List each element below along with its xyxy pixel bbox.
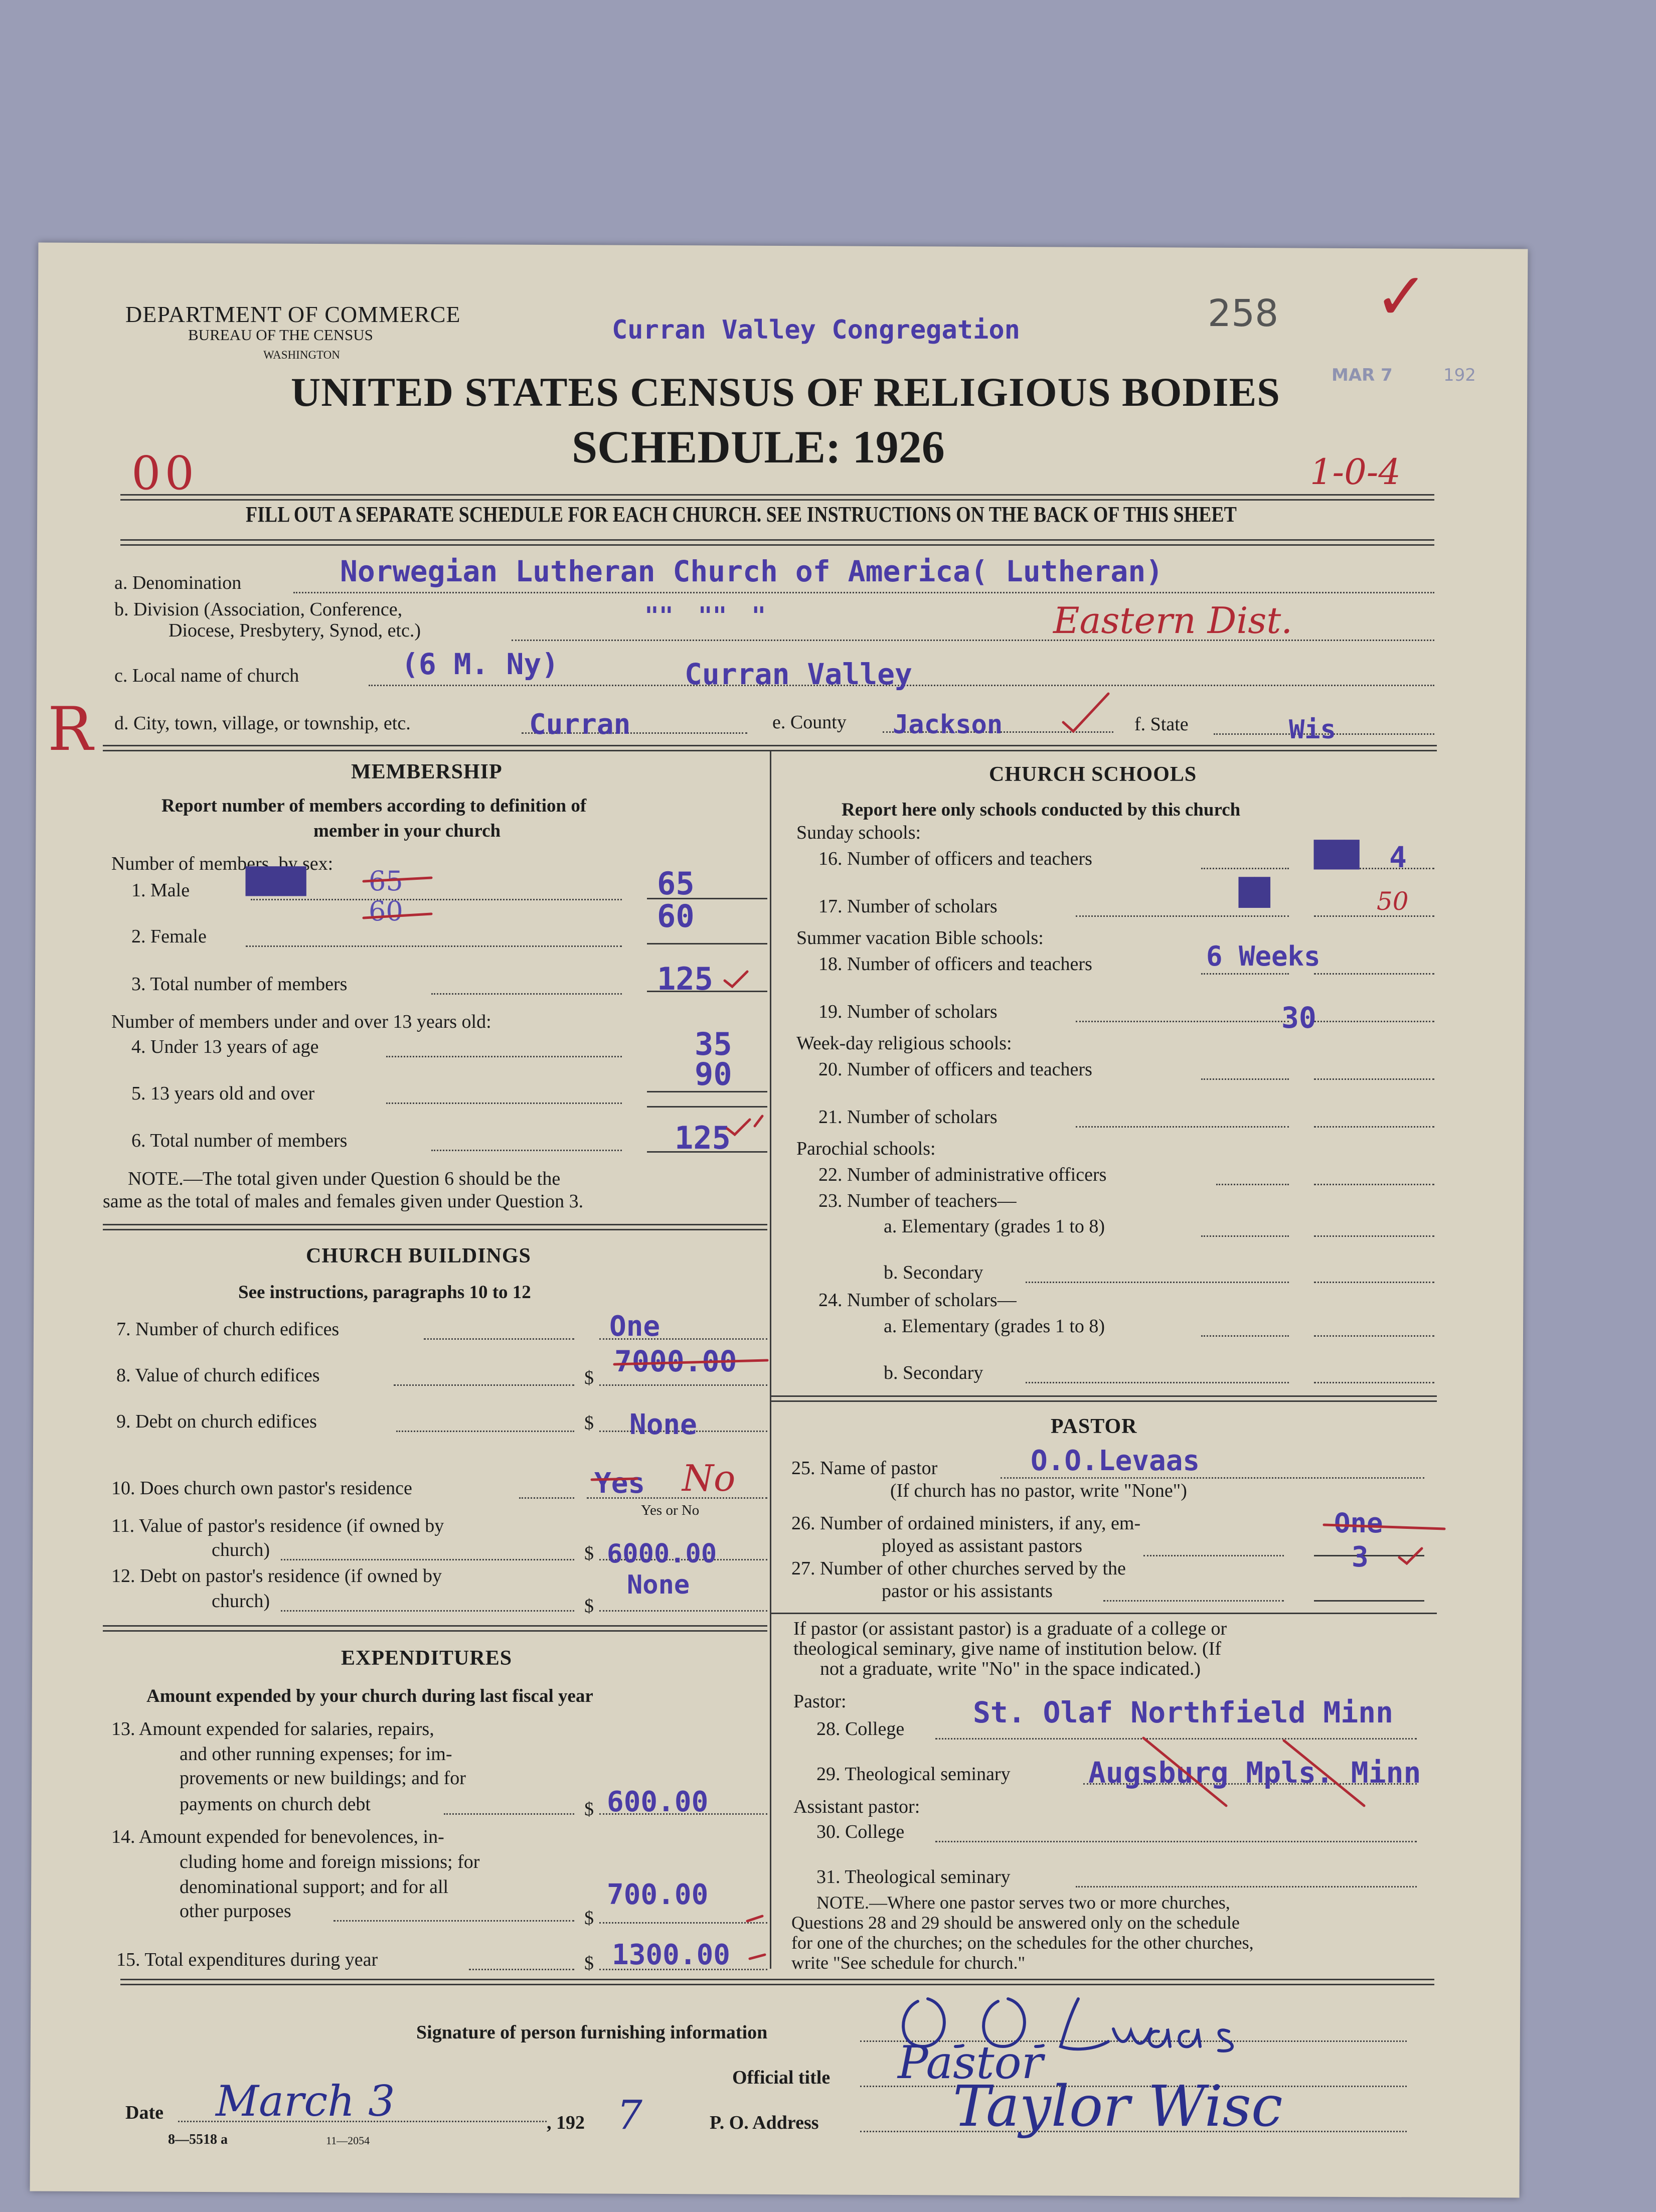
q17-label: 17. Number of scholars: [818, 896, 998, 917]
local-name-note: (6 M. Ny): [401, 647, 559, 681]
q26-label-2: ployed as assistant pastors: [882, 1535, 1083, 1556]
q10-value: Yes: [594, 1467, 645, 1500]
form-number: 8—5518 a: [168, 2132, 228, 2147]
bureau-heading: BUREAU OF THE CENSUS: [188, 326, 373, 344]
form-title: UNITED STATES CENSUS OF RELIGIOUS BODIES: [291, 369, 1280, 415]
q7-label: 7. Number of church edifices: [116, 1319, 340, 1340]
q2-label: 2. Female: [131, 926, 207, 947]
code-mark-r: R: [48, 695, 93, 764]
q11-value: 6000.00: [607, 1539, 717, 1569]
q20-label: 20. Number of officers and teachers: [818, 1059, 1092, 1080]
q14-line-4: other purposes: [180, 1901, 291, 1922]
q4-value: 35: [695, 1026, 732, 1062]
q31-label: 31. Theological seminary: [816, 1866, 1011, 1887]
expenditures-title: EXPENDITURES: [341, 1647, 513, 1670]
received-date-stamp: MAR 7: [1332, 365, 1393, 385]
q13-line-4: payments on church debt: [180, 1794, 371, 1815]
sunday-schools-label: Sunday schools:: [796, 822, 921, 843]
q23b-label: b. Secondary: [884, 1262, 983, 1283]
q22-label: 22. Number of administrative officers: [818, 1164, 1107, 1185]
q14-line-3: denominational support; and for all: [180, 1876, 449, 1898]
q23-label: 23. Number of teachers—: [818, 1190, 1017, 1211]
local-name-value: Curran Valley: [685, 657, 912, 691]
q16-struck-stamp: ███: [1314, 840, 1360, 869]
q24-label: 24. Number of scholars—: [818, 1290, 1017, 1311]
q17-struck-stamp: ██: [1239, 878, 1270, 908]
q19-label: 19. Number of scholars: [818, 1001, 998, 1022]
q8-dollar: $: [584, 1367, 594, 1388]
local-name-label: c. Local name of church: [114, 665, 299, 686]
q13-line-2: and other running expenses; for im-: [180, 1744, 452, 1765]
q13-value: 600.00: [607, 1786, 709, 1818]
q24b-label: b. Secondary: [884, 1362, 983, 1383]
schools-subtitle: Report here only schools conducted by this church: [842, 800, 1241, 820]
q15-value: 1300.00: [612, 1939, 731, 1971]
q11-label-2: church): [212, 1539, 270, 1560]
q11-label-1: 11. Value of pastor's residence (if owned by: [111, 1515, 444, 1536]
q26-label-1: 26. Number of ordained ministers, if any, em-: [791, 1513, 1141, 1534]
q18-label: 18. Number of officers and teachers: [818, 954, 1092, 975]
q9-label: 9. Debt on church edifices: [116, 1411, 317, 1432]
membership-note-2: same as the total of males and females given under Question 3.: [103, 1191, 584, 1212]
membership-subtitle-1: Report number of members according to definition of: [161, 796, 587, 816]
q10-handwritten: No: [682, 1457, 736, 1499]
po-address-label: P. O. Address: [710, 2112, 819, 2133]
schedule-title: SCHEDULE: 1926: [572, 421, 945, 472]
date-year-label: , 192: [547, 2112, 585, 2133]
q13-line-3: provements or new buildings; and for: [180, 1768, 466, 1789]
q12-dollar: $: [584, 1596, 594, 1617]
q30-label: 30. College: [816, 1821, 905, 1842]
q1-struck-stamp: ████: [246, 867, 306, 896]
q5-value: 90: [695, 1056, 732, 1092]
q3-label: 3. Total number of members: [131, 974, 348, 995]
q14-dollar: $: [584, 1908, 594, 1929]
q27-label-1: 27. Number of other churches served by the: [791, 1558, 1126, 1579]
q13-dollar: $: [584, 1799, 594, 1820]
expenditures-subtitle: Amount expended by your church during last fiscal year: [146, 1686, 593, 1706]
pastor-title: PASTOR: [1051, 1415, 1137, 1438]
q3-value: 125: [657, 961, 713, 997]
q2-value: 60: [657, 898, 695, 934]
schedule-number-stamp: 258: [1208, 292, 1279, 335]
by-sex-label: Number of members, by sex:: [111, 853, 334, 874]
q4-label: 4. Under 13 years of age: [131, 1036, 319, 1057]
graduate-note-2: theological seminary, give name of institution below. (If: [793, 1638, 1222, 1659]
date-value: March 3: [216, 2077, 395, 2126]
instruction-line: FILL OUT A SEPARATE SCHEDULE FOR EACH CHURCH. SEE INSTRUCTIONS ON THE BACK OF THIS SHEET: [246, 502, 1237, 527]
q9-value: None: [629, 1408, 697, 1441]
q10-label: 10. Does church own pastor's residence: [111, 1478, 412, 1499]
q25-value: O.O.Levaas: [1031, 1445, 1200, 1477]
graduate-note-3: not a graduate, write "No" in the space indicated.): [820, 1658, 1201, 1679]
code-mark-00: 00: [131, 446, 199, 500]
q27-label-2: pastor or his assistants: [882, 1581, 1053, 1602]
state-label: f. State: [1134, 714, 1189, 735]
q15-label: 15. Total expenditures during year: [116, 1949, 378, 1970]
pastor-note-3: for one of the churches; on the schedules for the other churches,: [791, 1933, 1254, 1953]
q1-struck-value: 65: [369, 865, 403, 897]
q9-dollar: $: [584, 1412, 594, 1434]
date-label: Date: [125, 2102, 163, 2123]
department-heading: DEPARTMENT OF COMMERCE: [125, 301, 461, 327]
strike-marks: [364, 694, 1444, 1959]
q17-value: 50: [1377, 887, 1409, 916]
q1-struck-value-2: 60: [369, 895, 403, 927]
q29-label: 29. Theological seminary: [816, 1764, 1011, 1785]
q12-label-2: church): [212, 1591, 270, 1612]
q7-value: One: [609, 1310, 660, 1343]
q8-label: 8. Value of church edifices: [116, 1365, 320, 1386]
city-heading: WASHINGTON: [263, 349, 340, 361]
q26-value: One: [1334, 1507, 1383, 1539]
division-value: Eastern Dist.: [1053, 599, 1293, 642]
q25-hint: (If church has no pastor, write "None"): [890, 1480, 1187, 1501]
pastor-note-1: NOTE.—Where one pastor serves two or more churches,: [816, 1892, 1230, 1913]
graduate-note-1: If pastor (or assistant pastor) is a graduate of a college or: [793, 1618, 1227, 1639]
membership-note-1: NOTE.—The total given under Question 6 should be the: [128, 1168, 561, 1189]
q19-value: 30: [1281, 1001, 1316, 1035]
q24a-label: a. Elementary (grades 1 to 8): [884, 1316, 1105, 1337]
q28-value: St. Olaf Northfield Minn: [973, 1695, 1394, 1729]
q28-label: 28. College: [816, 1718, 905, 1740]
q18-value: 6 Weeks: [1206, 940, 1320, 972]
official-title-label: Official title: [732, 2067, 831, 2088]
county-label: e. County: [772, 712, 847, 733]
pastor-signature: [903, 1999, 1232, 2051]
q8-value: 7000.00: [614, 1344, 737, 1378]
congregation-stamp: Curran Valley Congregation: [612, 315, 1020, 345]
q6-label: 6. Total number of members: [131, 1130, 348, 1151]
membership-subtitle-2: member in your church: [313, 821, 501, 841]
city-value: Curran: [529, 708, 631, 741]
county-value: Jackson: [893, 710, 1003, 740]
q14-line-1: 14. Amount expended for benevolences, in-: [111, 1826, 444, 1847]
q12-label-1: 12. Debt on pastor's residence (if owned by: [111, 1565, 442, 1587]
q11-dollar: $: [584, 1543, 594, 1564]
division-ditto: "" "" ": [644, 602, 766, 630]
age-header: Number of members under and over 13 years old:: [111, 1011, 491, 1032]
q16-label: 16. Number of officers and teachers: [818, 848, 1092, 869]
schools-title: CHURCH SCHOOLS: [989, 763, 1197, 786]
pastor-subheading: Pastor:: [793, 1691, 847, 1712]
q15-dollar: $: [584, 1953, 594, 1974]
q1-label: 1. Male: [131, 880, 190, 901]
state-value: Wis: [1289, 715, 1336, 745]
q23a-label: a. Elementary (grades 1 to 8): [884, 1216, 1105, 1237]
pastor-note-4: write "See schedule for church.": [791, 1953, 1026, 1973]
q25-label: 25. Name of pastor: [791, 1458, 938, 1479]
q5-label: 5. 13 years old and over: [131, 1083, 315, 1104]
q6-value: 125: [675, 1120, 731, 1156]
summer-schools-label: Summer vacation Bible schools:: [796, 927, 1044, 949]
q21-label: 21. Number of scholars: [818, 1107, 998, 1128]
q14-line-2: cluding home and foreign missions; for: [180, 1851, 480, 1872]
received-year-stamp: 192: [1443, 365, 1476, 385]
date-year-handwritten: 7: [617, 2092, 642, 2138]
denomination-label: a. Denomination: [114, 572, 242, 593]
parochial-schools-label: Parochial schools:: [796, 1138, 936, 1159]
official-title-value: Pastor: [898, 2036, 1043, 2089]
division-label-2: Diocese, Presbytery, Synod, etc.): [169, 620, 421, 641]
q10-hint: Yes or No: [641, 1502, 700, 1518]
division-label-1: b. Division (Association, Conference,: [114, 599, 403, 620]
q29-value: Augsburg Mpls. Minn: [1088, 1756, 1421, 1790]
q27-value: 3: [1352, 1541, 1369, 1573]
membership-title: MEMBERSHIP: [351, 760, 503, 783]
buildings-title: CHURCH BUILDINGS: [306, 1244, 531, 1268]
signature-label: Signature of person furnishing information: [416, 2022, 768, 2043]
denomination-value: Norwegian Lutheran Church of America( Lutheran): [340, 554, 1164, 588]
assistant-subheading: Assistant pastor:: [793, 1796, 920, 1817]
city-label: d. City, town, village, or township, etc.: [114, 713, 411, 734]
weekday-schools-label: Week-day religious schools:: [796, 1033, 1012, 1054]
print-number: 11—2054: [326, 2134, 370, 2147]
code-mark-104: 1-0-4: [1310, 451, 1401, 493]
po-address-value: Taylor Wisc: [953, 2074, 1283, 2139]
q14-value: 700.00: [607, 1878, 709, 1911]
buildings-subtitle: See instructions, paragraphs 10 to 12: [238, 1282, 531, 1303]
pastor-note-2: Questions 28 and 29 should be answered only on the schedule: [791, 1913, 1240, 1933]
q16-value: 4: [1389, 840, 1407, 874]
q1-value: 65: [657, 865, 695, 902]
q12-value: None: [627, 1570, 690, 1600]
q13-line-1: 13. Amount expended for salaries, repairs,: [111, 1718, 434, 1740]
check-mark: ✓: [1374, 258, 1429, 335]
